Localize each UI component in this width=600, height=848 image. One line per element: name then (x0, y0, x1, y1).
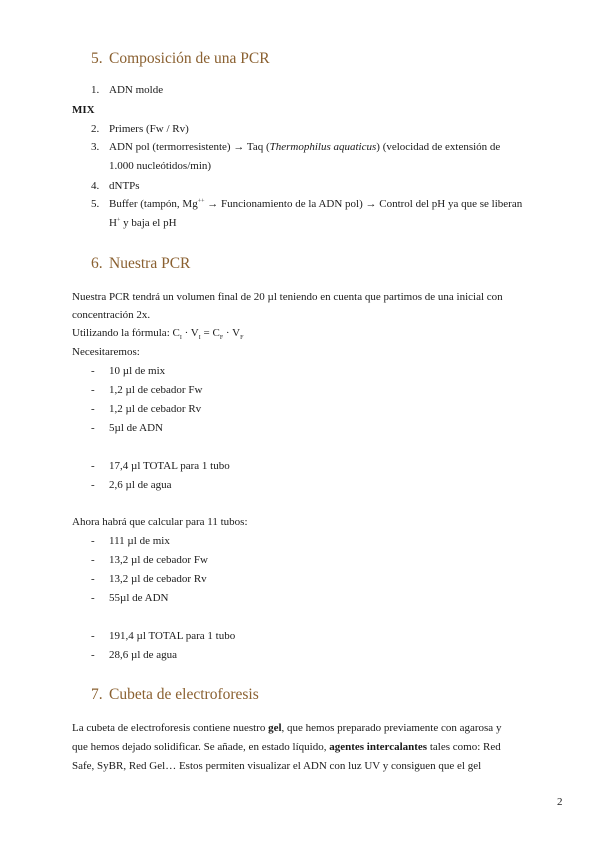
bullet-dash: - (91, 460, 95, 472)
bullet-dash: - (91, 422, 95, 434)
list-item: 111 µl de mix (109, 535, 170, 547)
page-number: 2 (557, 796, 563, 808)
list-item: 1. (91, 84, 100, 96)
section-5-heading: 5. Composición de una PCR (91, 50, 270, 67)
bullet-dash: - (91, 535, 95, 547)
section-6-heading: 6. Nuestra PCR (91, 255, 191, 272)
bullet-dash: - (91, 365, 95, 377)
list-item: 2,6 µl de agua (109, 479, 172, 491)
list-item-text-line2: 1.000 nucleótidos/min) (109, 160, 212, 172)
list-item-number: 4. (91, 180, 100, 192)
list-item: 10 µl de mix (109, 365, 166, 377)
list-item-text: dNTPs (109, 180, 140, 192)
list-item-text: Buffer (tampón, Mg++ → Funcionamiento de la ADN pol) → Control del pH ya que se liberan (109, 198, 523, 210)
list-item-text: ADN pol (termorresistente) → Taq (Thermophilus aquaticus) (velocidad de extensión de (109, 141, 501, 153)
list-item: 17,4 µl TOTAL para 1 tubo (109, 460, 230, 472)
paragraph-line: Nuestra PCR tendrá un volumen final de 20 µl teniendo en cuenta que partimos de una inicial con (72, 291, 503, 303)
section-7-heading: 7. Cubeta de electroforesis (91, 686, 259, 703)
paragraph-line: Ahora habrá que calcular para 11 tubos: (72, 516, 248, 528)
bullet-dash: - (91, 479, 95, 491)
list-item: 13,2 µl de cebador Fw (109, 554, 208, 566)
bullet-dash: - (91, 554, 95, 566)
bullet-dash: - (91, 573, 95, 585)
bullet-dash: - (91, 630, 95, 642)
list-item: 191,4 µl TOTAL para 1 tubo (109, 630, 236, 642)
bullet-dash: - (91, 384, 95, 396)
list-item: 5µl de ADN (109, 422, 164, 434)
mix-label: MIX (72, 104, 95, 116)
list-item-number: 5. (91, 198, 100, 210)
list-item: 28,6 µl de agua (109, 649, 178, 661)
bullet-dash: - (91, 592, 95, 604)
paragraph-line: Safe, SyBR, Red Gel… Estos permiten visualizar el ADN con luz UV y consiguen que el gel (72, 760, 482, 772)
list-item-number: 3. (91, 141, 100, 153)
paragraph-line: que hemos dejado solidificar. Se añade, en estado líquido, agentes intercalantes tales como: Red (72, 741, 501, 753)
list-item: 55µl de ADN (109, 592, 169, 604)
species-name: Thermophilus aquaticus (269, 141, 377, 153)
paragraph-line: La cubeta de electroforesis contiene nuestro gel, que hemos preparado previamente con agarosa y (72, 722, 502, 734)
list-item-text-line2: H+ y baja el pH (109, 217, 177, 229)
list-item: 13,2 µl de cebador Rv (109, 573, 207, 585)
list-item: 1,2 µl de cebador Rv (109, 403, 202, 415)
list-item-number: 2. (91, 123, 100, 135)
bullet-dash: - (91, 403, 95, 415)
list-item-text: Primers (Fw / Rv) (109, 123, 189, 135)
formula-line: Utilizando la fórmula: $C_I \cdot V_I = C_F \cdot V_F$ (72, 327, 244, 342)
paragraph-line: concentración 2x. (72, 309, 151, 321)
bullet-dash: - (91, 649, 95, 661)
paragraph-line: Necesitaremos: (72, 346, 140, 358)
list-item: 1,2 µl de cebador Fw (109, 384, 203, 396)
list-item-text: ADN molde (109, 84, 164, 96)
